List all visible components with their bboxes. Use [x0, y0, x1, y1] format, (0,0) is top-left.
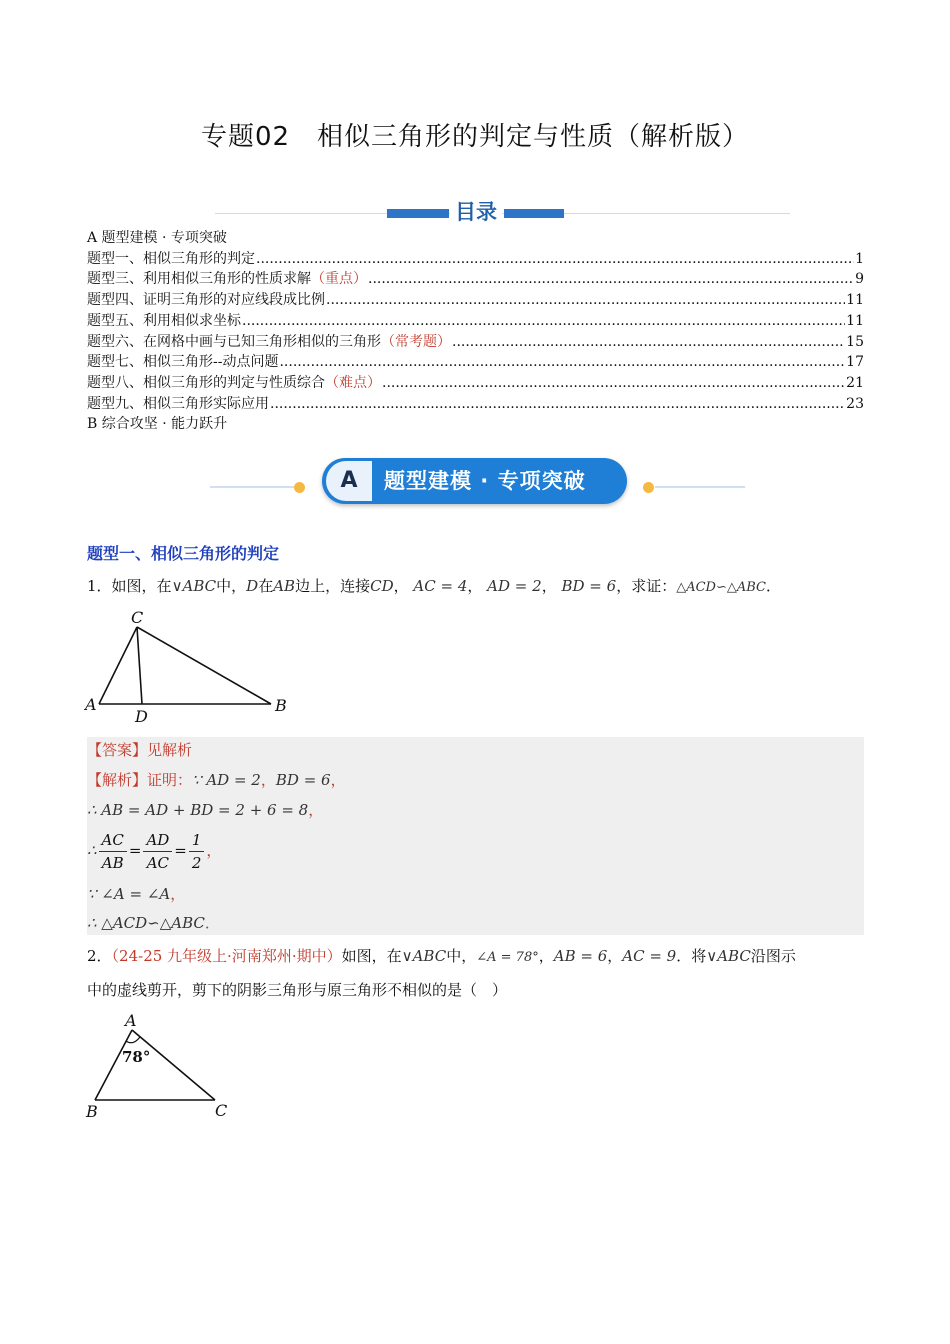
- banner-line-left: [210, 486, 300, 488]
- toc-item[interactable]: 题型八、相似三角形的判定与性质综合 （难点） ..... 21: [87, 373, 864, 394]
- vertex-c-label: C: [215, 1101, 228, 1120]
- toc-item[interactable]: 题型四、证明三角形的对应线段成比例 ..... 11: [87, 290, 864, 311]
- fraction-ad-ac: $\frac{AD}{AC}$: [143, 829, 172, 874]
- answer-panel: [87, 737, 864, 935]
- table-of-contents: [87, 228, 864, 435]
- analysis-line-4: ∵ ∠A = ∠A，: [87, 885, 186, 903]
- banner-dot-left: [294, 482, 305, 493]
- analysis-line-2: ∴ AB = AD + BD = 2 + 6 = 8，: [87, 801, 324, 819]
- fraction-ac-ab: $\frac{AC}{AB}$: [99, 829, 127, 874]
- banner-pill: [322, 458, 627, 504]
- segment-cd: [137, 627, 142, 704]
- vertex-a-label: A: [125, 1011, 137, 1030]
- triangle-figure-2: [82, 1010, 242, 1125]
- toc-bar-left: [387, 209, 449, 218]
- answer-line: 【答案】见解析: [87, 741, 193, 759]
- toc-item[interactable]: 题型九、相似三角形实际应用 ..... 23: [87, 394, 864, 415]
- toc-rule: [215, 213, 790, 214]
- toc-item[interactable]: 题型六、在网格中画与已知三角形相似的三角形 （常考题） ..... 15: [87, 332, 864, 353]
- section-banner: [200, 458, 760, 506]
- toc-header: [215, 196, 790, 230]
- toc-heading: 目录: [450, 196, 502, 226]
- toc-part-a[interactable]: A 题型建模 · 专项突破: [87, 230, 227, 246]
- toc-part-b[interactable]: B 综合攻坚 · 能力跃升: [87, 416, 228, 433]
- fraction-one-half: $\frac{1}{2}$: [189, 829, 205, 874]
- banner-text: 题型建模 · 专项突破: [384, 469, 586, 493]
- analysis-line-3: ∴ $\frac{AC}{AB}$ = $\frac{AD}{AC}$ = $\frac{1}{2}$ ，: [87, 831, 222, 872]
- analysis-line-1: 【解析】证明：∵ AD = 2，BD = 6，: [87, 771, 346, 789]
- banner-letter: A: [326, 461, 372, 501]
- segment-ac: [99, 627, 137, 704]
- vertex-a-label: A: [85, 695, 97, 714]
- page-title: 专题02 相似三角形的判定与性质（解析版）: [200, 122, 750, 152]
- triangle-figure-1: [84, 606, 304, 726]
- vertex-d-label: D: [135, 707, 148, 726]
- banner-line-right: [655, 486, 745, 488]
- analysis-line-5: ∴ △ACD∽△ABC．: [87, 914, 220, 932]
- segment-cb: [137, 627, 271, 704]
- vertex-c-label: C: [131, 608, 144, 627]
- toc-item[interactable]: 题型三、利用相似三角形的性质求解 （重点） ..... 9: [87, 269, 864, 290]
- toc-bar-right: [504, 209, 564, 218]
- vertex-b-label: B: [275, 696, 287, 715]
- banner-dot-right: [643, 482, 654, 493]
- section-heading: 题型一、相似三角形的判定: [87, 544, 280, 563]
- toc-item[interactable]: 题型七、相似三角形--动点问题 ..... 17: [87, 352, 864, 373]
- angle-label: 78°: [122, 1048, 151, 1066]
- question-2: 2．（24-25 九年级上·河南郑州·期中）如图，在∨ABC中，∠A = 78°，AB = 6，AC = 9．将∨ABC沿图示 中的虚线剪开，剪下的阴影三角形与原三角形不相似的是（ ）: [87, 947, 796, 999]
- vertex-b-label: B: [86, 1102, 98, 1121]
- toc-item[interactable]: 题型五、利用相似求坐标 ..... 11: [87, 311, 864, 332]
- toc-item[interactable]: 题型一、相似三角形的判定 ..... 1: [87, 249, 864, 270]
- question-1: 1．如图，在∨ABC中，D在AB边上，连接CD， AC = 4， AD = 2， BD = 6，求证：△ACD∽△ABC．: [87, 577, 781, 595]
